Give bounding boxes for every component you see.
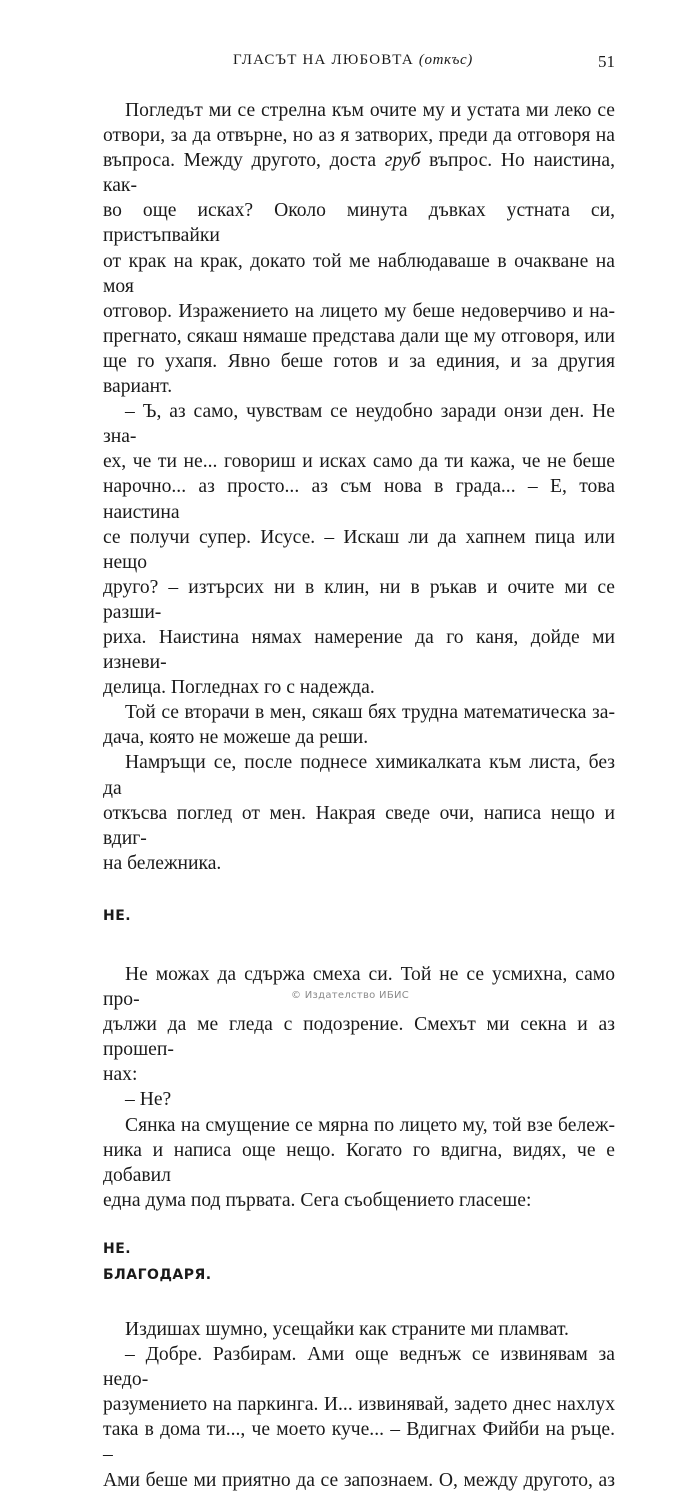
handwritten-note-2-line-2: БЛАГОДАРЯ. <box>103 1266 212 1283</box>
paragraph-line: делица. Погледнах го с надежда. <box>103 677 375 699</box>
paragraph-line: дача, която не можеше да реши. <box>103 727 369 749</box>
page-body <box>103 98 615 1493</box>
paragraph-line: ника и написа още нещо. Когато го вдигна, видях, че е добавил <box>103 1139 615 1186</box>
paragraph-line: отговор. Изражението на лицето му беше недоверчиво и на- <box>103 300 615 322</box>
paragraph-line: се получи супер. Исусе. – Искаш ли да хапнем пица или нещо <box>103 526 615 573</box>
paragraph-line: риха. Наистина нямах намерение да го каня, дойде ми изневи- <box>103 626 615 674</box>
paragraph-line: отвори, за да отвърне, но аз я затворих, преди да отговоря на <box>103 125 615 147</box>
paragraph-line: друго? – изтърсих ни в клин, ни в ръкав и очите ми се разши- <box>103 576 615 623</box>
paragraph-line: прегнато, сякаш нямаше представа дали ще му отговоря, или <box>103 325 615 347</box>
handwritten-note-2-line-1: НЕ. <box>103 1240 132 1257</box>
page-number: 51 <box>598 52 615 71</box>
paragraph-line: Не можах да сдържа смеха си. Той не се усмихна, само про- <box>103 964 615 1011</box>
paragraph-line: ще го ухапя. Явно беше готов и за единия, и за другия вариант. <box>103 350 615 398</box>
paragraph-line: на бележника. <box>103 852 222 874</box>
paragraph-line: во още исках? Около минута дъвках устната си, пристъпвайки <box>103 200 615 247</box>
paragraph-line: така в дома ти..., че моето куче... – Вдигнах Фийби на ръце. – <box>103 1419 615 1466</box>
paragraph-line: Погледът ми се стрелна към очите му и устата ми леко се <box>125 100 615 121</box>
paragraph-line: една дума под първата. Сега съобщението гласеше: <box>103 1189 532 1211</box>
paragraph-line: – Ъ, аз само, чувствам се неудобно заради онзи ден. Не зна- <box>103 401 615 448</box>
paragraph-line: Той се вторачи в мен, сякаш бях трудна математическа за- <box>125 702 615 724</box>
book-title <box>233 52 473 69</box>
paragraph-line: от крак на крак, докато той ме наблюдаваше в очакване на моя <box>103 250 615 297</box>
paragraph-line: Сянка на смущение се мярна по лицето му, той взе бележ- <box>125 1114 615 1136</box>
emphasis: груб <box>384 150 421 172</box>
paragraph-line: дължи да ме гледа с подозрение. Смехът ми секна и аз прошеп- <box>103 1014 615 1061</box>
paragraph-line: нах: <box>103 1064 138 1086</box>
paragraph-line: – Не? <box>125 1089 172 1111</box>
paragraph-line: откъсва поглед от мен. Накрая сведе очи, написа нещо и вдиг- <box>103 802 615 849</box>
handwritten-note-1: НЕ. <box>103 907 132 924</box>
paragraph-line: Намръщи се, после поднесе химикалката към листа, без да <box>103 752 615 799</box>
book-title-note: (откъс) <box>418 52 473 68</box>
paragraph-line: – Добре. Разбирам. Ами още веднъж се извинявам за недо- <box>103 1344 615 1391</box>
paragraph-line: нарочно... аз просто... аз съм нова в града... – Е, това наистина <box>103 476 615 523</box>
publisher-footer: © Издателство ИБИС <box>290 990 410 1001</box>
book-title-main: ГЛАСЪТ НА ЛЮБОВТА <box>233 52 414 68</box>
paragraph-line: разумението на паркинга. И... извинявай, задето днес нахлух <box>103 1394 615 1416</box>
paragraph-line: Ами беше ми приятно да се запознаем. О, между другото, аз <box>103 1469 615 1491</box>
paragraph-line: Издишах шумно, усещайки как страните ми пламват. <box>125 1318 569 1340</box>
paragraph-line: ех, че ти не... говориш и исках само да ти кажа, че не беше <box>103 451 615 473</box>
paragraph-line: въпроса. Между другото, доста груб въпрос. Но наистина, как- <box>103 150 615 197</box>
